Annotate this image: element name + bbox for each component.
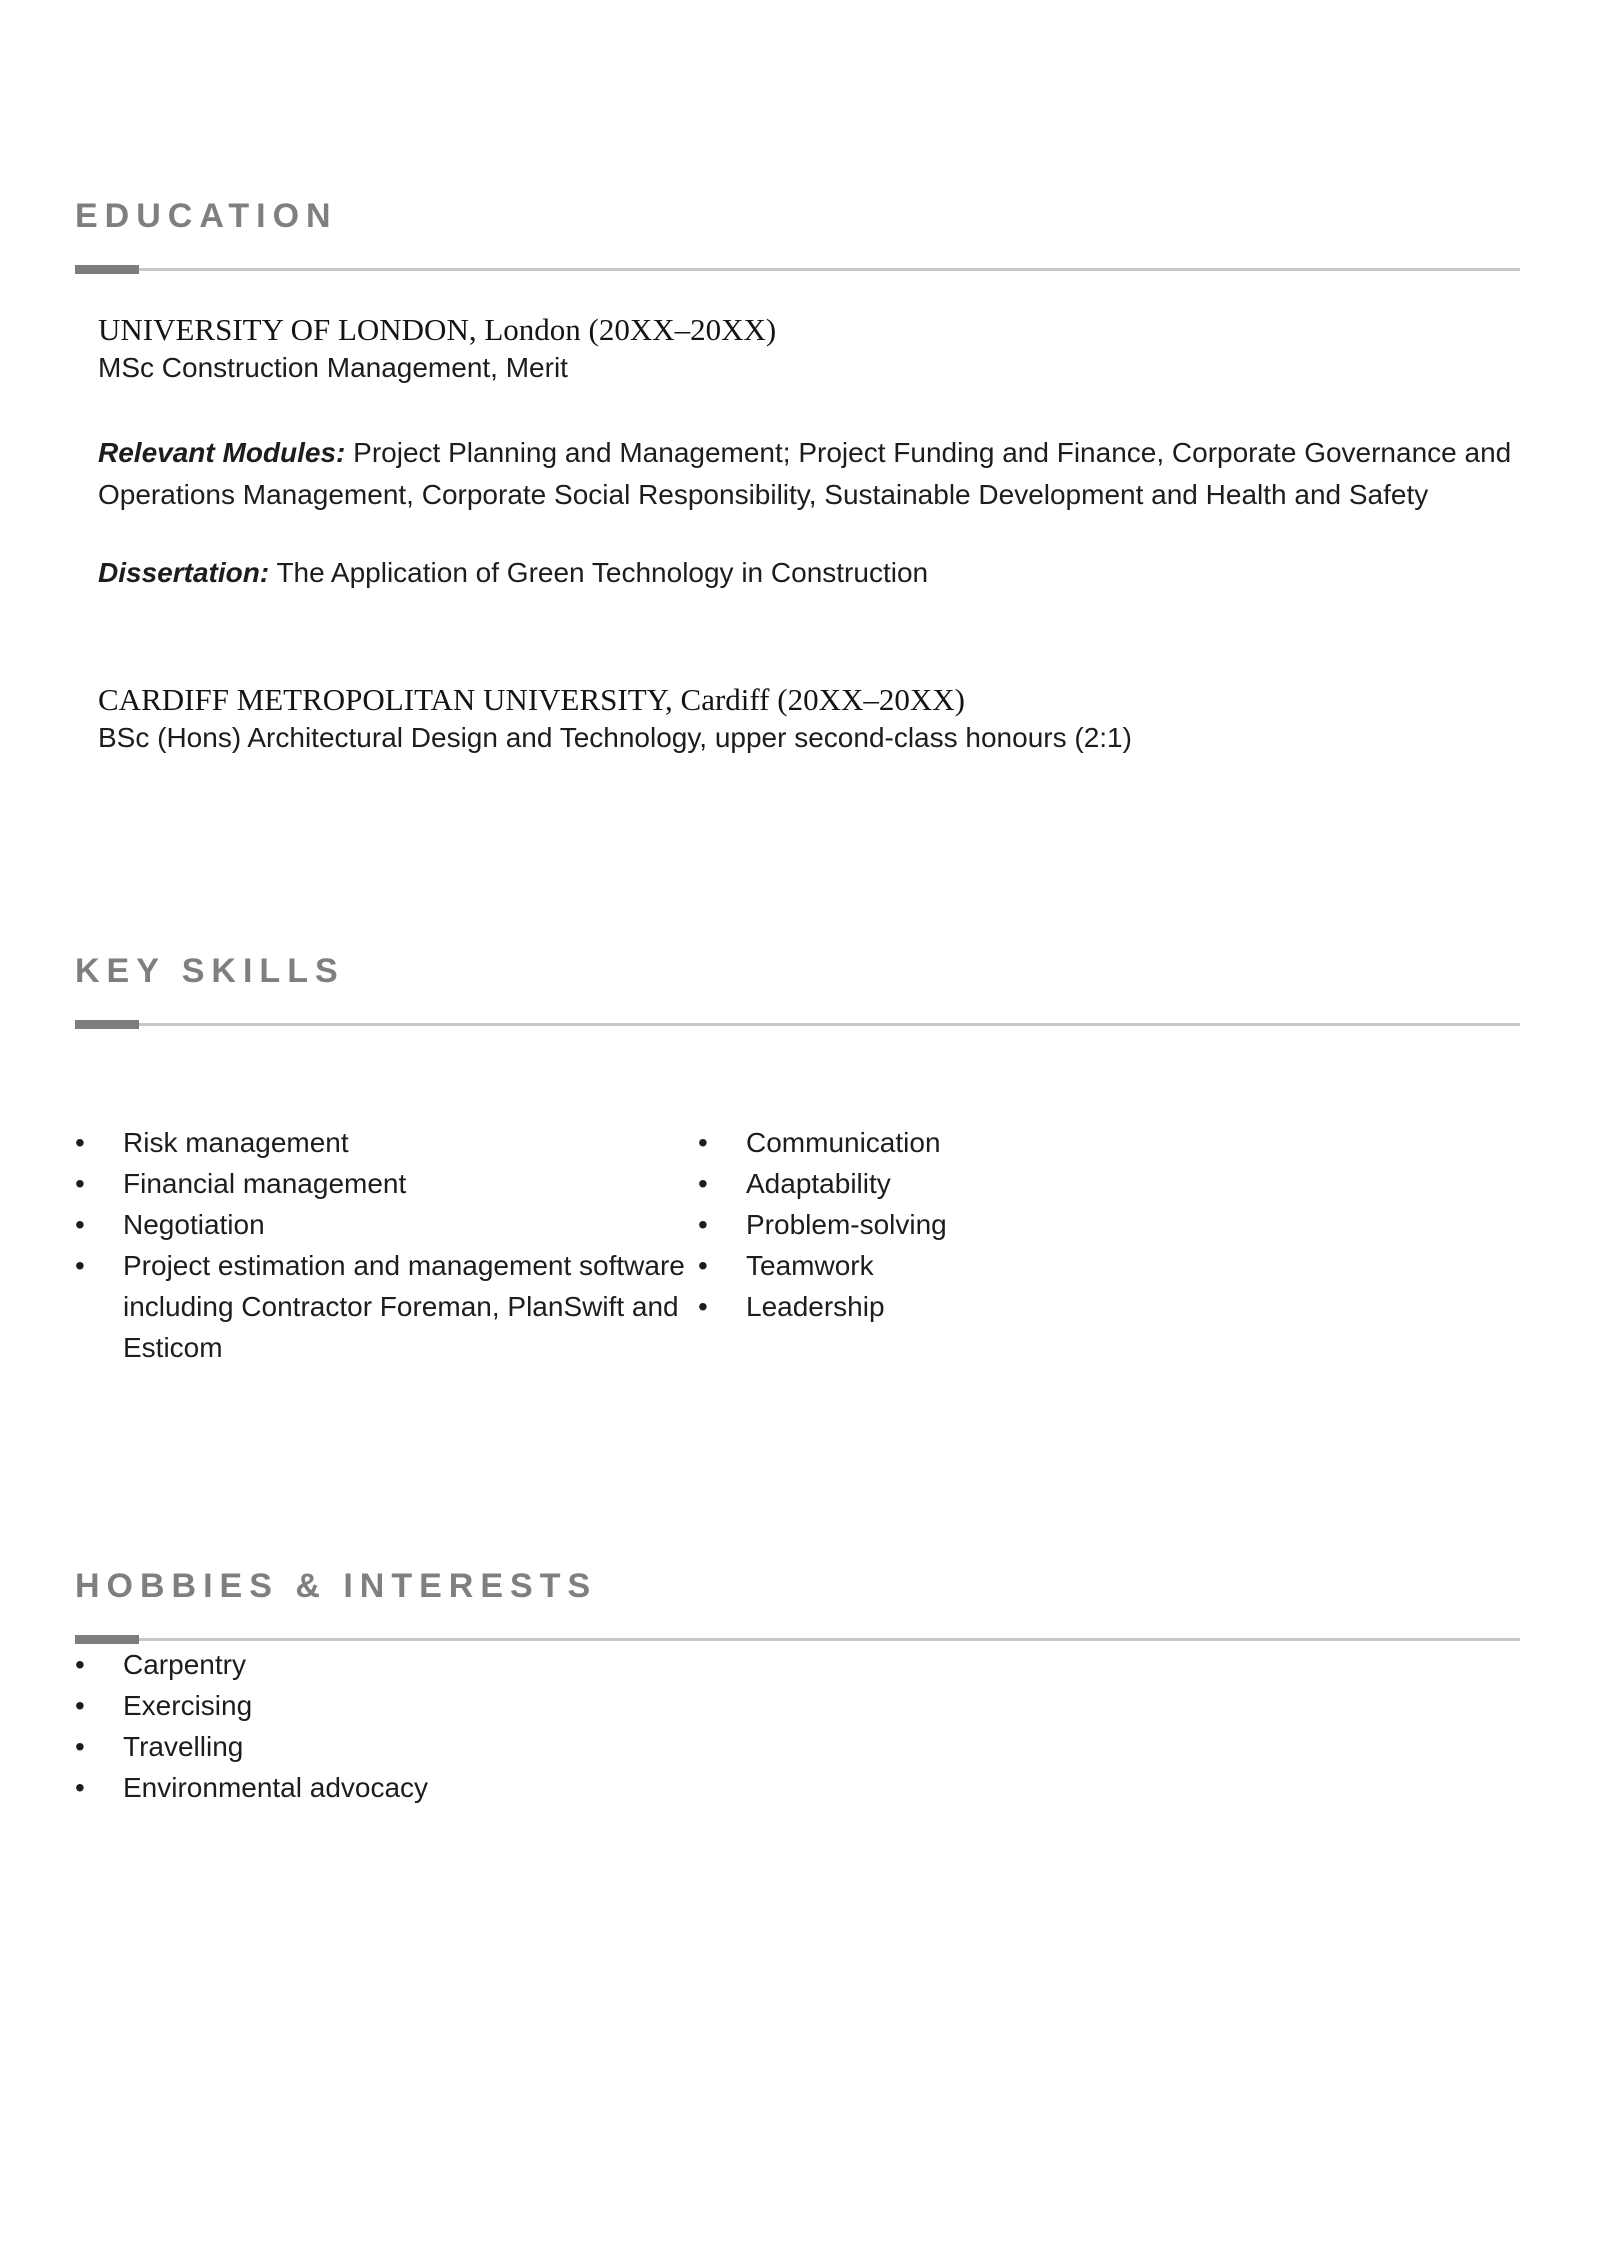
list-item — [698, 1163, 1338, 1204]
divider-accent-bar — [75, 1020, 139, 1029]
divider-accent-bar — [75, 265, 139, 274]
institution-line: CARDIFF METROPOLITAN UNIVERSITY, Cardiff (20XX–20XX) — [98, 682, 965, 717]
education-entry — [98, 311, 1520, 387]
hobby-text: Travelling — [123, 1731, 244, 1762]
skill-text: Teamwork — [746, 1250, 874, 1281]
list-item — [75, 1245, 698, 1368]
skill-text: Negotiation — [123, 1209, 265, 1240]
bullet-icon — [75, 1644, 123, 1685]
list-item — [75, 1726, 775, 1767]
list-item — [75, 1122, 698, 1163]
education-divider — [75, 265, 1520, 274]
skill-text: Leadership — [746, 1291, 885, 1322]
key-skills-left-list — [75, 1122, 698, 1368]
list-item — [75, 1685, 775, 1726]
list-item — [75, 1767, 775, 1808]
hobbies-section-title: HOBBIES & INTERESTS — [75, 1567, 598, 1605]
key-skills-right-list — [698, 1122, 1338, 1368]
education-section-title: EDUCATION — [75, 197, 338, 235]
key-skills-divider — [75, 1020, 1520, 1029]
divider-accent-bar — [75, 1635, 139, 1644]
relevant-modules-label: Relevant Modules: — [98, 437, 346, 468]
list-item — [75, 1163, 698, 1204]
education-entry — [98, 681, 1520, 757]
degree-line: BSc (Hons) Architectural Design and Technology, upper second-class honours (2:1) — [98, 722, 1132, 753]
skill-text: Risk management — [123, 1127, 349, 1158]
list-item — [75, 1204, 698, 1245]
bullet-icon — [75, 1204, 123, 1245]
bullet-icon — [698, 1245, 746, 1286]
hobbies-list — [75, 1644, 775, 1808]
dissertation-text: The Application of Green Technology in Construction — [276, 557, 929, 588]
skill-text: Adaptability — [746, 1168, 891, 1199]
list-item — [698, 1204, 1338, 1245]
bullet-icon — [698, 1204, 746, 1245]
skill-text: Problem-solving — [746, 1209, 947, 1240]
bullet-icon — [75, 1726, 123, 1767]
dissertation-label: Dissertation: — [98, 557, 270, 588]
skill-text: Project estimation and management software including Contractor Foreman, PlanSwift and Esticom — [123, 1250, 685, 1363]
list-item — [698, 1245, 1338, 1286]
divider-line — [75, 1638, 1520, 1641]
list-item — [698, 1122, 1338, 1163]
bullet-icon — [698, 1163, 746, 1204]
list-item — [75, 1644, 775, 1685]
hobbies-divider — [75, 1635, 1520, 1644]
bullet-icon — [698, 1286, 746, 1327]
relevant-modules-paragraph — [98, 432, 1520, 516]
hobby-text: Environmental advocacy — [123, 1772, 429, 1803]
bullet-icon — [75, 1767, 123, 1808]
list-item — [698, 1286, 1338, 1327]
skill-text: Financial management — [123, 1168, 407, 1199]
bullet-icon — [698, 1122, 746, 1163]
bullet-icon — [75, 1163, 123, 1204]
divider-line — [75, 268, 1520, 271]
bullet-icon — [75, 1245, 123, 1368]
skill-text: Communication — [746, 1127, 941, 1158]
divider-line — [75, 1023, 1520, 1026]
degree-line: MSc Construction Management, Merit — [98, 352, 568, 383]
key-skills-section-title: KEY SKILLS — [75, 952, 345, 990]
bullet-icon — [75, 1685, 123, 1726]
hobby-text: Carpentry — [123, 1649, 246, 1680]
resume-content — [75, 0, 1520, 1808]
key-skills-columns — [75, 1122, 1520, 1368]
relevant-modules-text: Project Planning and Management; Project Funding and Finance, Corporate Governance and Operations Management, Corporate Social Responsibility, Sustainable Development and Health and Safety — [98, 437, 1512, 510]
institution-line: UNIVERSITY OF LONDON, London (20XX–20XX) — [98, 312, 777, 347]
dissertation-paragraph — [98, 552, 1520, 594]
hobby-text: Exercising — [123, 1690, 253, 1721]
bullet-icon — [75, 1122, 123, 1163]
